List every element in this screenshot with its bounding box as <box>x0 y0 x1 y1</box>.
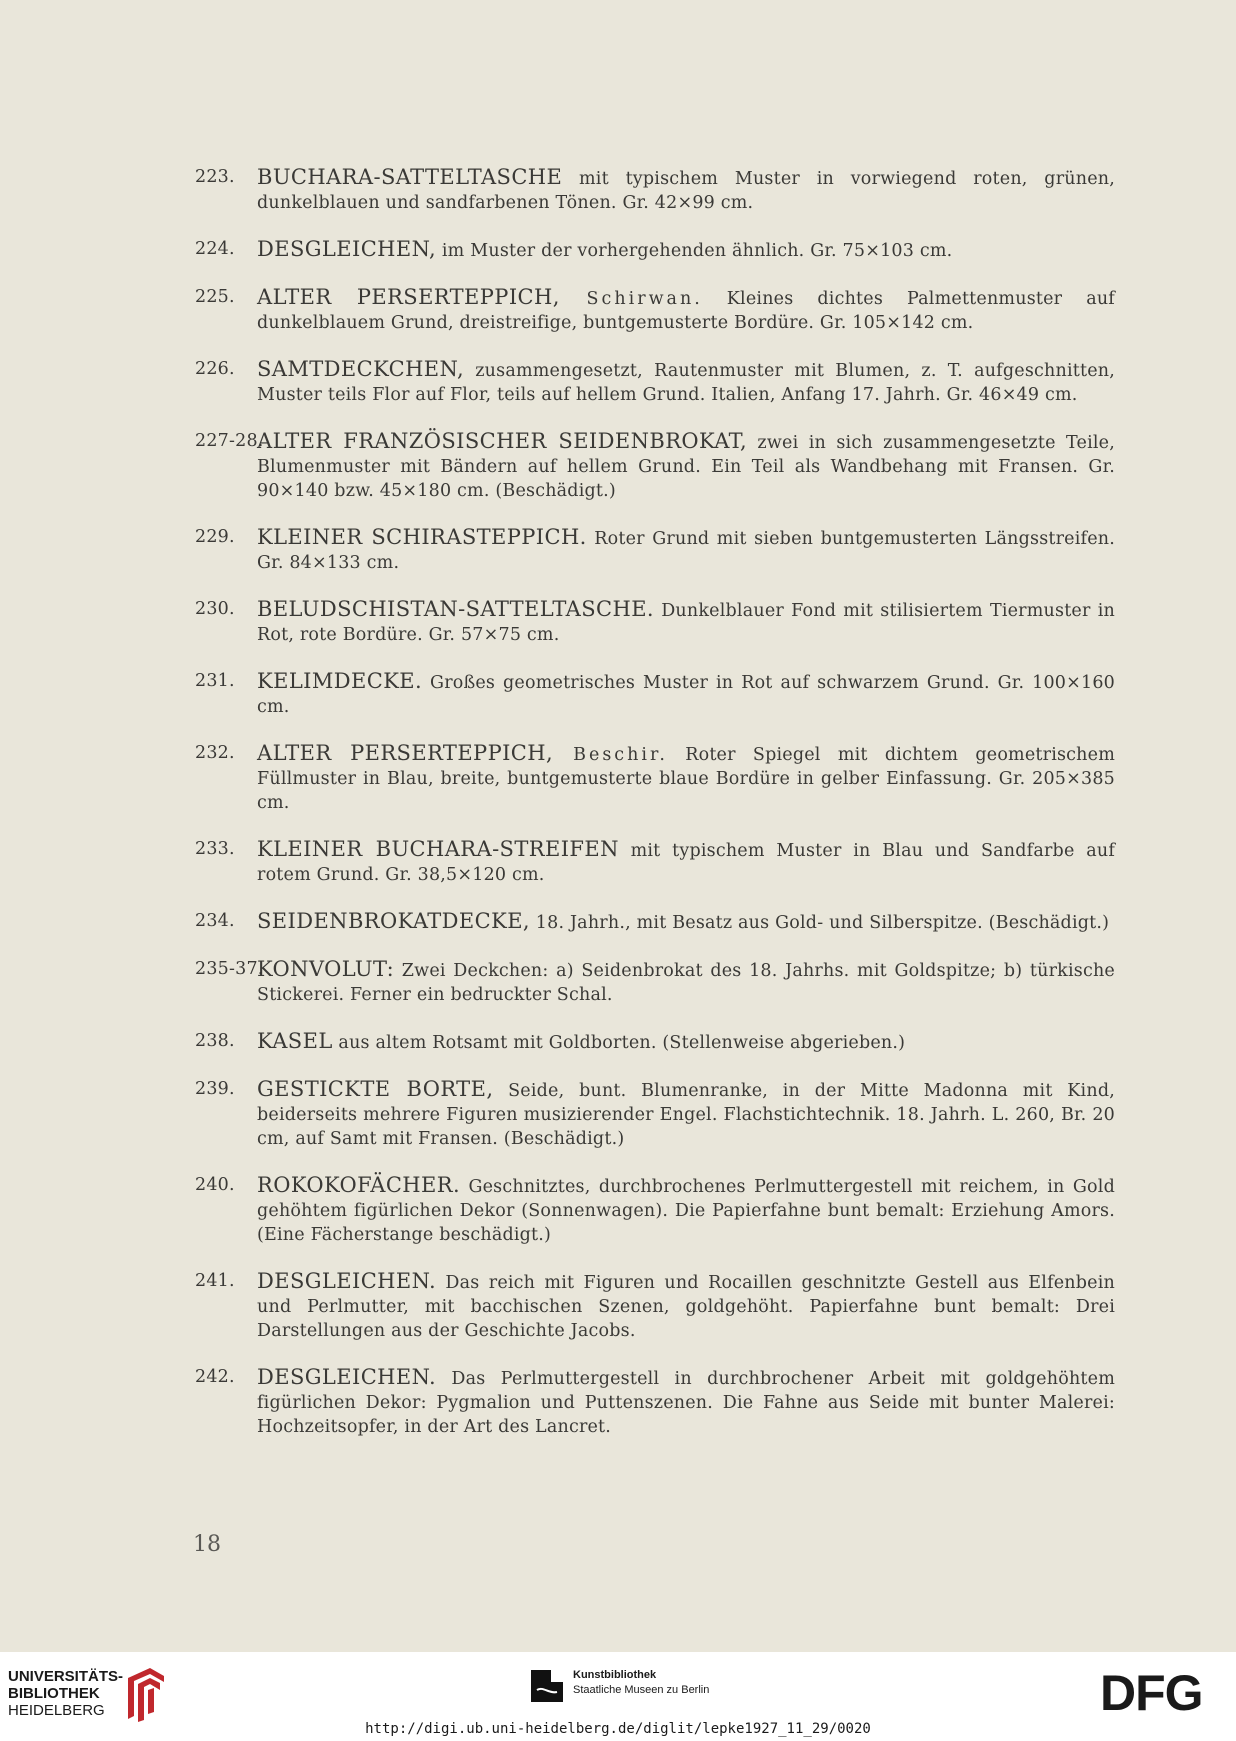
catalog-entry <box>195 957 1115 1007</box>
page-number: 18 <box>193 1532 221 1557</box>
entry-title: ALTER PERSERTEPPICH, <box>257 741 554 765</box>
catalog-entry <box>195 429 1115 503</box>
entry-number: 235-37. <box>195 959 264 979</box>
entry-description: Zwei Deckchen: a) Seidenbrokat des 18. Jahrhs. mit Goldspitze; b) türkische Stickerei. Ferner ein bedruckter Schal. <box>257 961 1115 1005</box>
entry-number: 231. <box>195 671 235 691</box>
entry-description: Kleines dichtes Palmettenmuster auf dunkelblauem Grund, dreistreifige, buntgemusterte Bordüre. Gr. 105×142 cm. <box>257 289 1115 333</box>
ub-line-2: BIBLIOTHEK <box>8 1685 100 1702</box>
ub-line-1: UNIVERSITÄTS- <box>8 1668 124 1685</box>
entry-title: SAMTDECKCHEN, <box>257 357 465 381</box>
entry-title: DESGLEICHEN. <box>257 1365 437 1389</box>
entry-title: KASEL <box>257 1029 333 1053</box>
catalog-entry <box>195 909 1115 935</box>
entry-description: 18. Jahrh., mit Besatz aus Gold- und Silberspitze. (Beschädigt.) <box>530 913 1110 933</box>
entry-number: 238. <box>195 1031 235 1051</box>
catalog-entry <box>195 285 1115 335</box>
entry-number: 227-28. <box>195 431 264 451</box>
entry-description: Geschnitztes, durchbrochenes Perlmuttergestell mit reichem, in Gold gehöhtem figürlichen Dekor (Sonnenwagen). Die Papierfahne bunt bemalt: Erziehung Amors. (Eine Fächerstange beschädigt.) <box>257 1177 1115 1245</box>
entry-number: 240. <box>195 1175 235 1195</box>
entry-number: 224. <box>195 239 235 259</box>
catalog-entry <box>195 1173 1115 1247</box>
entry-title: DESGLEICHEN. <box>257 1269 437 1293</box>
catalog-entry <box>195 525 1115 575</box>
catalog-entry <box>195 1029 1115 1055</box>
entry-description: Dunkelblauer Fond mit stilisiertem Tiermuster in Rot, rote Bordüre. Gr. 57×75 cm. <box>257 601 1115 645</box>
catalog-entry <box>195 165 1115 215</box>
catalog-entry <box>195 669 1115 719</box>
entry-description: mit typischem Muster in vorwiegend roten, grünen, dunkelblauen und sandfarbenen Tönen. Gr. 42×99 cm. <box>257 169 1115 213</box>
catalog-entry <box>195 237 1115 263</box>
entry-number: 232. <box>195 743 235 763</box>
entry-origin: Schirwan. <box>559 289 703 309</box>
catalog-entry <box>195 357 1115 407</box>
entry-number: 225. <box>195 287 235 307</box>
entry-number: 242. <box>195 1367 235 1387</box>
entry-description: im Muster der vorhergehenden ähnlich. Gr. 75×103 cm. <box>436 241 953 261</box>
permalink-url[interactable]: http://digi.ub.uni-heidelberg.de/diglit/lepke1927_11_29/0020 <box>365 1721 871 1737</box>
entry-title: KLEINER SCHIRASTEPPICH. <box>257 525 587 549</box>
entry-title: KLEINER BUCHARA-STREIFEN <box>257 837 619 861</box>
entry-title: BUCHARA-SATTELTASCHE <box>257 165 563 189</box>
entry-description: Roter Spiegel mit dichtem geometrischem Füllmuster in Blau, breite, buntgemusterte blaue Bordüre in gelber Einfassung. Gr. 205×385 cm. <box>257 745 1116 813</box>
kunstbibliothek-wordmark[interactable] <box>573 1668 709 1698</box>
entry-title: ALTER PERSERTEPPICH, <box>257 285 560 309</box>
entry-title: BELUDSCHISTAN-SATTELTASCHE. <box>257 597 655 621</box>
catalog-entries <box>195 165 1115 1461</box>
kunstbibliothek-logo-icon[interactable] <box>527 1668 567 1704</box>
entry-title: DESGLEICHEN, <box>257 237 437 261</box>
entry-description: mit typischem Muster in Blau und Sandfarbe auf rotem Grund. Gr. 38,5×120 cm. <box>257 841 1115 885</box>
entry-title: GESTICKTE BORTE, <box>257 1077 494 1101</box>
entry-description: Das reich mit Figuren und Rocaillen geschnitzte Gestell aus Elfenbein und Perlmutter, mit bacchischen Szenen, goldgehöht. Papierfahne bunt bemalt: Drei Darstellungen aus der Geschichte Jacobs. <box>257 1273 1115 1341</box>
entry-number: 234. <box>195 911 235 931</box>
entry-title: KONVOLUT: <box>257 957 395 981</box>
entry-number: 223. <box>195 167 235 187</box>
entry-title: ROKOKOFÄCHER. <box>257 1173 461 1197</box>
catalog-entry <box>195 1269 1115 1343</box>
ub-heidelberg-logo-icon[interactable] <box>120 1664 172 1724</box>
entry-number: 241. <box>195 1271 235 1291</box>
entry-description: Das Perlmuttergestell in durchbrochener Arbeit mit goldgehöhtem figürlichen Dekor: Pygmalion und Puttenszenen. Die Fahne aus Seide mit bunter Malerei: Hochzeitsopfer, in der Art des Lancret. <box>257 1369 1115 1437</box>
ub-line-3: HEIDELBERG <box>8 1702 105 1719</box>
entry-description: zwei in sich zusammengesetzte Teile, Blumenmuster mit Bändern auf hellem Grund. Ein Teil als Wandbehang mit Fransen. Gr. 90×140 bzw. 45×180 cm. (Beschädigt.) <box>257 433 1115 501</box>
entry-description: Großes geometrisches Muster in Rot auf schwarzem Grund. Gr. 100×160 cm. <box>257 673 1115 717</box>
dfg-logo[interactable]: DFG <box>1100 1665 1203 1721</box>
catalog-entry <box>195 597 1115 647</box>
catalog-entry <box>195 837 1115 887</box>
entry-number: 233. <box>195 839 235 859</box>
entry-description: Roter Grund mit sieben buntgemusterten Längsstreifen. Gr. 84×133 cm. <box>257 529 1115 573</box>
entry-number: 230. <box>195 599 235 619</box>
catalog-entry <box>195 1077 1115 1151</box>
catalog-entry <box>195 1365 1115 1439</box>
catalog-entry <box>195 741 1115 815</box>
entry-number: 226. <box>195 359 235 379</box>
entry-number: 239. <box>195 1079 235 1099</box>
ub-heidelberg-wordmark[interactable] <box>8 1668 123 1719</box>
entry-description: zusammengesetzt, Rautenmuster mit Blumen, z. T. aufgeschnitten, Muster teils Flor auf Flor, teils auf hellem Grund. Italien, Anfang 17. Jahrh. Gr. 46×49 cm. <box>257 361 1115 405</box>
entry-description: aus altem Rotsamt mit Goldborten. (Stellenweise abgerieben.) <box>332 1033 906 1053</box>
entry-title: SEIDENBROKATDECKE, <box>257 909 531 933</box>
kb-line-1: Kunstbibliothek <box>573 1669 657 1681</box>
entry-title: KELIMDECKE. <box>257 669 423 693</box>
kb-line-2: Staatliche Museen zu Berlin <box>573 1684 710 1696</box>
entry-description: Seide, bunt. Blumenranke, in der Mitte Madonna mit Kind, beiderseits mehrere Figuren musizierender Engel. Flachstichtechnik. 18. Jahrh. L. 260, Br. 20 cm, auf Samt mit Fransen. (Beschädigt.) <box>257 1081 1115 1149</box>
entry-origin: Beschir. <box>553 745 668 765</box>
entry-number: 229. <box>195 527 235 547</box>
entry-title: ALTER FRANZÖSISCHER SEIDENBROKAT, <box>257 429 748 453</box>
